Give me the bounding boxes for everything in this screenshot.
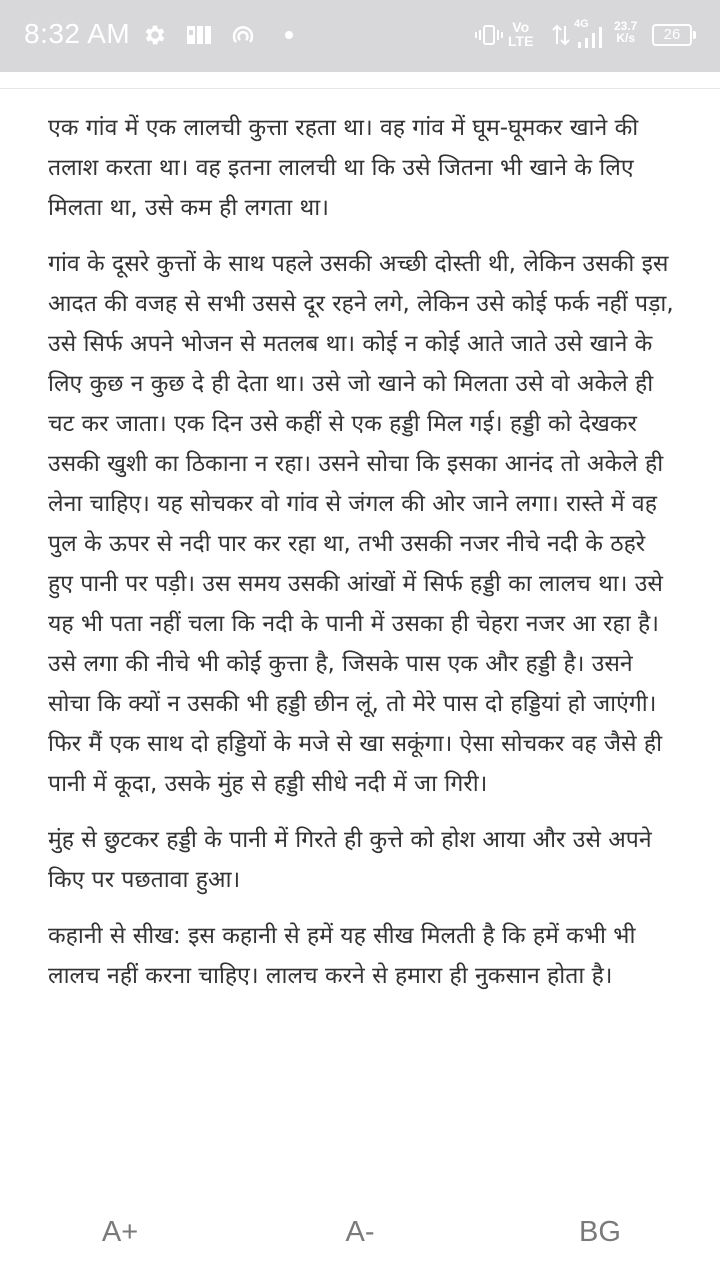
paytm-icon: [184, 20, 214, 50]
increase-font-button[interactable]: A+: [101, 1215, 139, 1248]
status-time: 8:32 AM: [24, 18, 131, 49]
network-type-label: 4G: [574, 18, 589, 30]
circle-app-icon: [228, 20, 258, 50]
paragraph-1: एक गांव में एक लालची कुत्ता रहता था। वह गांव में घूम-घूमकर खाने की तलाश करता था। वह इतना लालची था कि उसे जितना भी खाने के लिए मिलता था, उसे कम ही लगता था।: [48, 115, 639, 221]
status-bar: [0, 0, 720, 72]
settings-gear-icon: [140, 20, 170, 50]
story-content: [48, 108, 674, 1012]
paragraph-4: कहानी से सीख: इस कहानी से हमें यह सीख मिलती है कि हमें कभी भी लालच नहीं करना चाहिए। लालच करने से हमारा ही नुकसान होता है।: [48, 923, 636, 989]
header-divider: [0, 88, 720, 89]
vibrate-icon: [474, 20, 504, 50]
data-transfer-icon: [546, 20, 576, 50]
decrease-font-button[interactable]: A-: [345, 1215, 375, 1248]
volte-indicator: Vo LTE: [508, 19, 534, 49]
network-speed: 23.7 K/s: [614, 19, 638, 45]
background-toggle-button[interactable]: BG: [579, 1215, 621, 1248]
paragraph-3: मुंह से छुटकर हड्डी के पानी में गिरते ही कुत्ते को होश आया और उसे अपने किए पर पछतावा हुआ।: [48, 827, 652, 893]
paragraph-2: गांव के दूसरे कुत्तों के साथ पहले उसकी अच्छी दोस्ती थी, लेकिन उसकी इस आदत की वजह से सभी उससे दूर रहने लगे, लेकिन उसे कोई फर्क नहीं पड़ा, उसे सिर्फ अपने भोजन से मतलब था। कोई न कोई आते जाते उसे खाने के लिए कुछ न कुछ दे ही देता था। उसे जो खाने को मिलता उसे वो अकेले ही चट कर जाता। एक दिन उसे कहीं से एक हड्डी मिल गई। हड्डी को देखकर उसकी खुशी का ठिकाना न रहा। उसने सोचा कि इसका आनंद तो अकेले ही लेना चाहिए। यह सोचकर वो गांव से जंगल की ओर जाने लगा। रास्ते में वह पुल के ऊपर से नदी पार कर रहा था, तभी उसकी नजर नीचे नदी के ठहरे हुए पानी पर पड़ी। उस समय उसकी आंखों में सिर्फ हड्डी का लालच था। उसे यह भी पता नहीं चला कि नदी के पानी में उसका ही चेहरा नजर आ रहा है। उसे लगा की नीचे भी कोई कुत्ता है, जिसके पास एक और हड्डी है। उसने सोचा कि क्यों न उसकी भी हड्डी छीन लूं, तो मेरे पास दो हड्डियां हो जाएंगी। फिर मैं एक साथ दो हड्डियों के मजे से खा सकूंगा। ऐसा सोचकर वह जैसे ही पानी में कूदा, उसके मुंह से हड्डी सीधे नदी में जा गिरी।: [48, 251, 674, 797]
dot-icon: [274, 20, 304, 50]
battery-indicator: 26: [652, 24, 692, 46]
bottom-toolbar: [0, 1196, 720, 1268]
signal-icon: [576, 22, 606, 52]
